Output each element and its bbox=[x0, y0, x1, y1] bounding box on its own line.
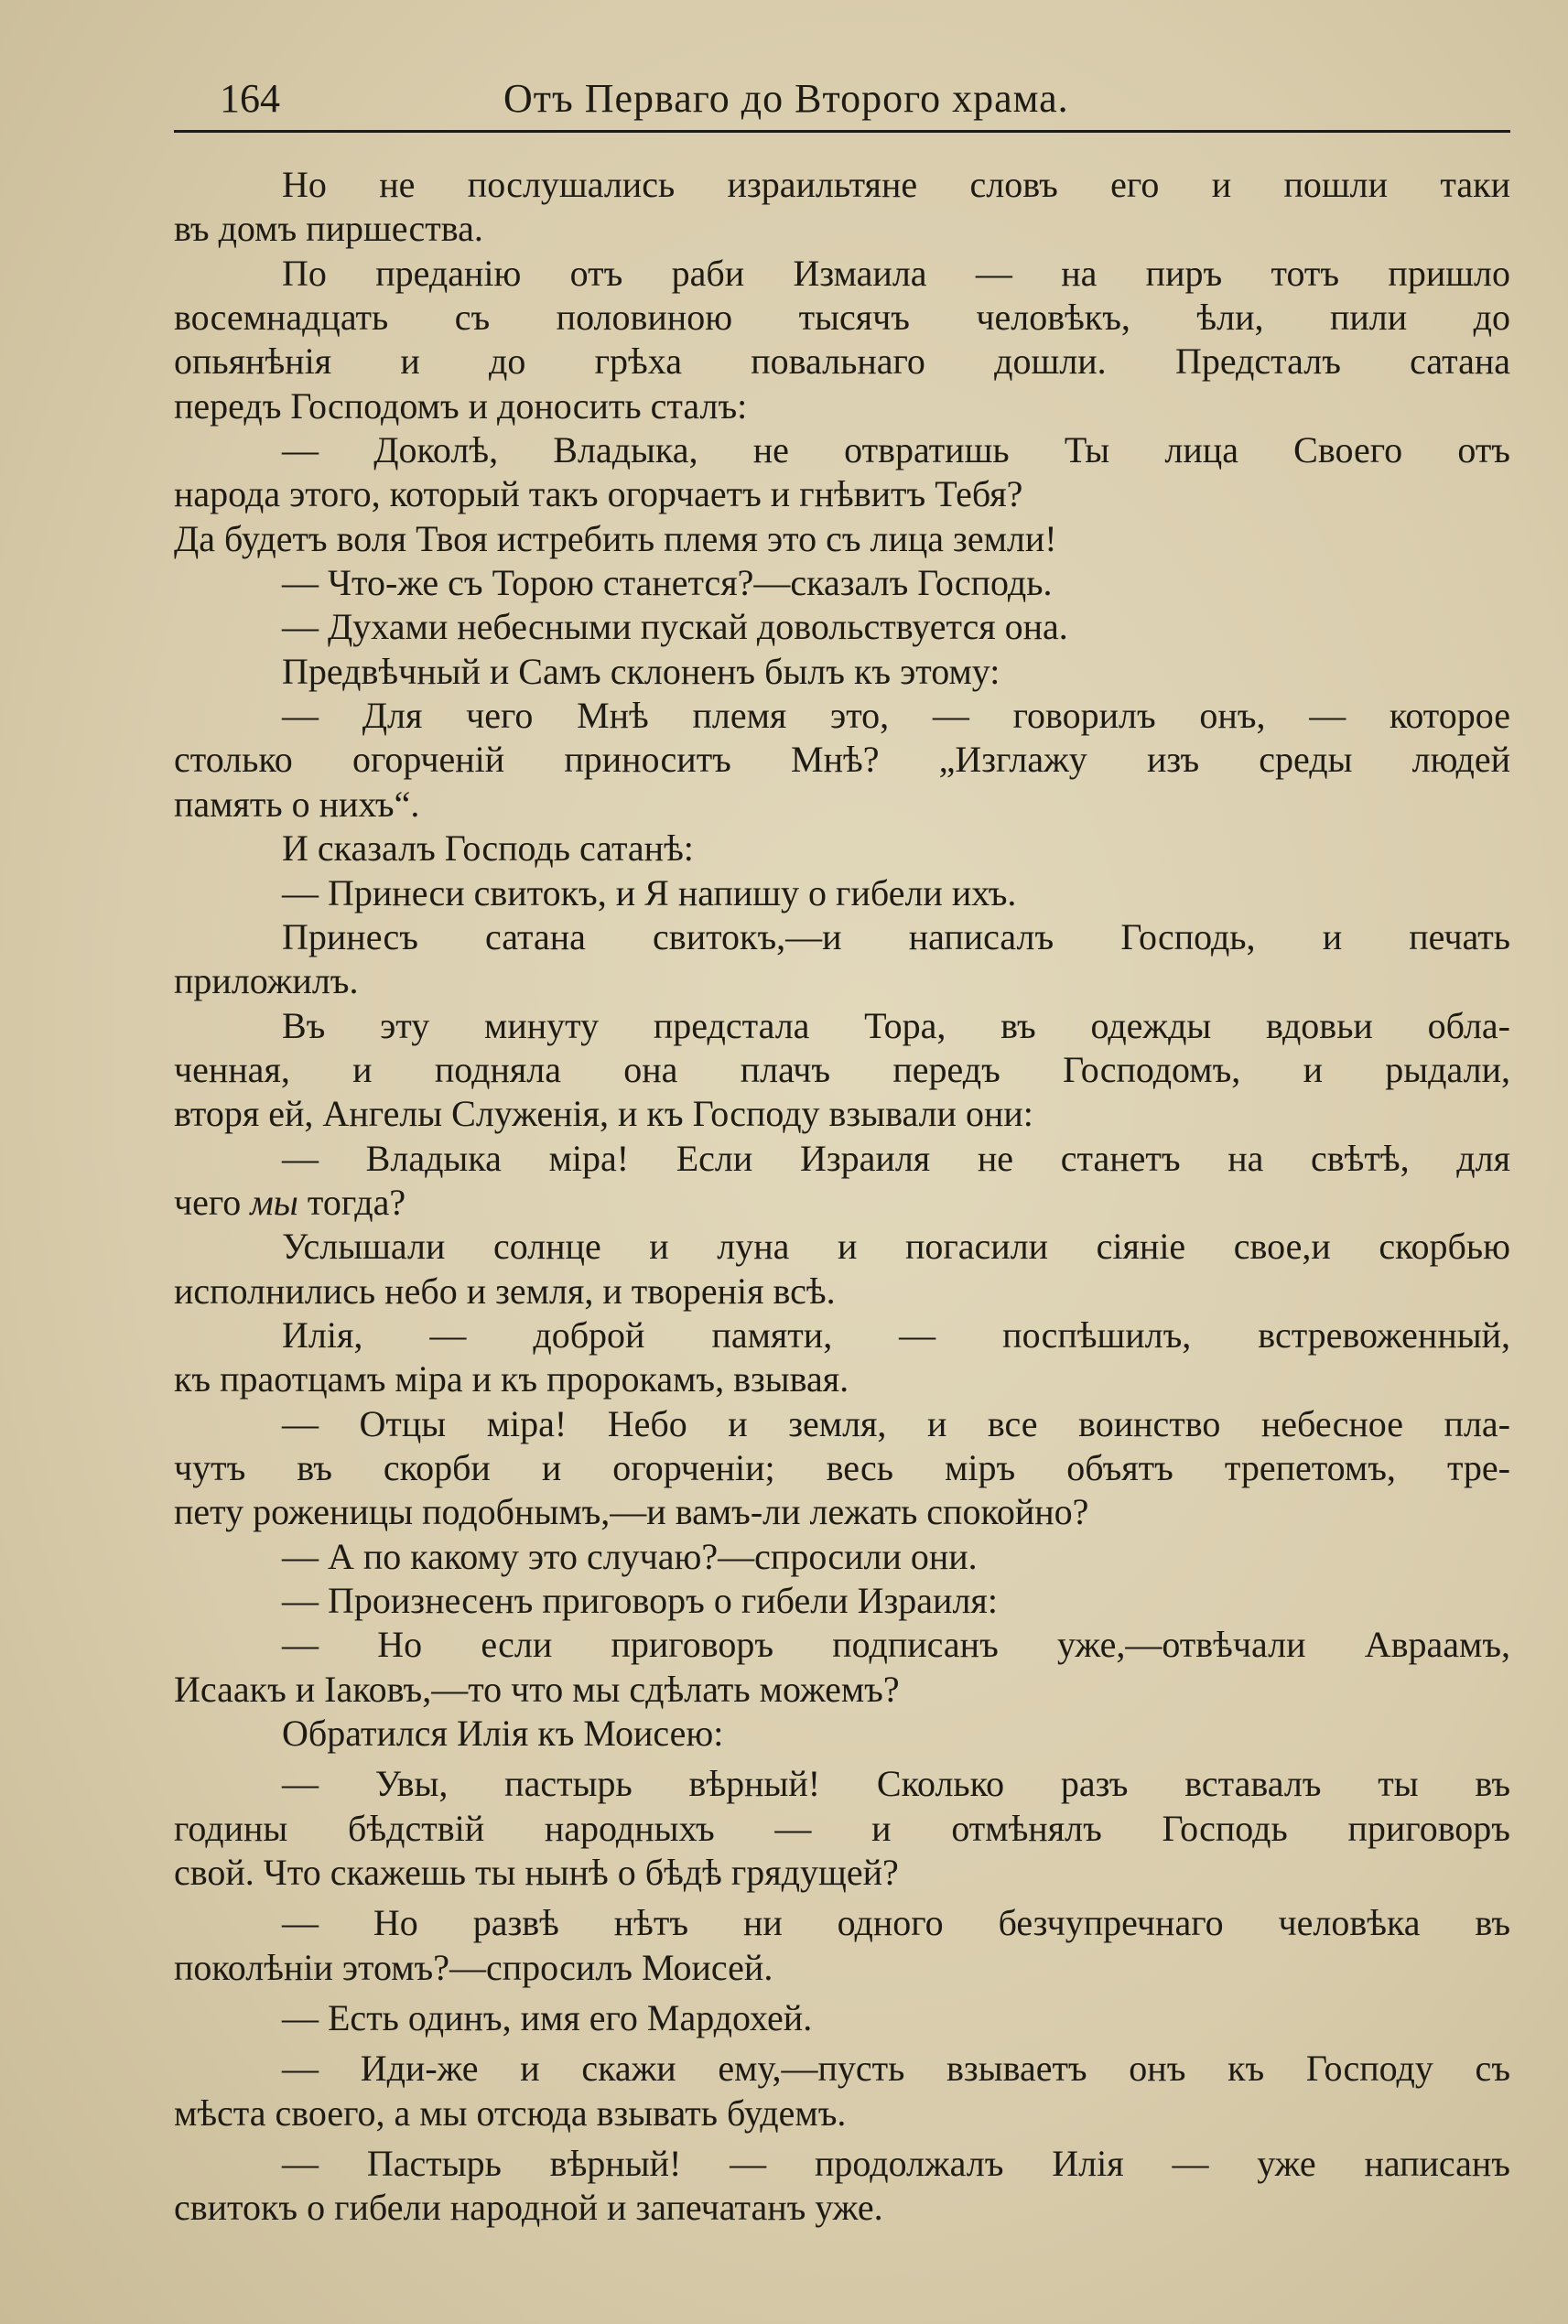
running-title: Отъ Перваго до Второго храма. bbox=[503, 76, 1069, 121]
text-line: — Духами небесными пускай довольствуется она. bbox=[282, 606, 1068, 648]
text-line: — Но если приговоръ подписанъ уже,—отвѣчали Авраамъ, bbox=[282, 1624, 1510, 1666]
text-line: исполнились небо и земля, и творенія всѣ. bbox=[174, 1270, 836, 1312]
text-line: — Что-же съ Торою станется?—сказалъ Господь. bbox=[282, 562, 1053, 604]
text-line: къ праотцамъ міра и къ пророкамъ, взывая. bbox=[174, 1358, 849, 1400]
text-line: передъ Господомъ и доносить сталъ: bbox=[174, 384, 748, 427]
text-line: вторя ей, Ангелы Служенія, и къ Господу взывали они: bbox=[174, 1093, 1033, 1135]
text-line: Илія, — доброй памяти, — поспѣшилъ, встревоженный, bbox=[282, 1313, 1510, 1356]
text-line: Исаакъ и Іаковъ,—то что мы сдѣлать можемъ? bbox=[174, 1668, 900, 1710]
text-line: опьянѣнія и до грѣха повальнаго дошли. Предсталъ сатана bbox=[174, 340, 1510, 383]
text-line: — Пастырь вѣрный! — продолжалъ Илія — уже написанъ bbox=[282, 2143, 1510, 2185]
text-line: Да будетъ воля Твоя истребить племя это съ лица земли! bbox=[174, 517, 1057, 559]
text-line: — Доколѣ, Владыка, не отвратишь Ты лица Своего отъ bbox=[282, 429, 1510, 471]
header-rule bbox=[174, 130, 1510, 133]
text-line: въ домъ пиршества. bbox=[174, 208, 483, 250]
text-line: Обратился Илія къ Моисею: bbox=[282, 1713, 724, 1755]
text-line: мѣста своего, а мы отсюда взывать будемъ. bbox=[174, 2092, 847, 2134]
text-line: — Иди-же и скажи ему,—пусть взываетъ онъ къ Господу съ bbox=[282, 2048, 1510, 2090]
text-line bbox=[174, 1181, 1510, 1225]
text-line: приложилъ. bbox=[174, 960, 359, 1002]
text-line: поколѣніи этомъ?—спросилъ Моисей. bbox=[174, 1946, 773, 1988]
text-line: — А по какому это случаю?—спросили они. bbox=[282, 1535, 978, 1577]
text-line: восемнадцать съ половиною тысячъ человѣкъ, ѣли, пили до bbox=[174, 297, 1510, 339]
page-header bbox=[174, 71, 1510, 130]
text-line: — Принеси свитокъ, и Я напишу о гибели ихъ. bbox=[282, 871, 1017, 913]
text-line: ченная, и подняла она плачъ передъ Господомъ, и рыдали, bbox=[174, 1048, 1510, 1090]
text-line: Принесъ сатана свитокъ,—и написалъ Господь, и печать bbox=[282, 915, 1510, 957]
text-line: — Есть одинъ, имя его Мардохей. bbox=[282, 1997, 813, 2039]
text-line: пету роженицы подобнымъ,—и вамъ-ли лежать спокойно? bbox=[174, 1491, 1089, 1533]
text-line: — Увы, пастырь вѣрный! Сколько разъ вставалъ ты въ bbox=[282, 1763, 1510, 1805]
text-line: — Владыка міра! Если Израиля не станетъ на свѣтѣ, для bbox=[282, 1137, 1510, 1179]
text-line: Въ эту минуту предстала Тора, въ одежды вдовьи обла- bbox=[282, 1004, 1510, 1046]
text-line: Услышали солнце и луна и погасили сіяніе свое,и скорбью bbox=[282, 1226, 1510, 1268]
text-line: свитокъ о гибели народной и запечатанъ уже. bbox=[174, 2187, 883, 2229]
text-line: память о нихъ“. bbox=[174, 783, 420, 825]
text-line: народа этого, который такъ огорчаетъ и гнѣвитъ Тебя? bbox=[174, 473, 1023, 515]
text-line: — Произнесенъ приговоръ о гибели Израиля: bbox=[282, 1580, 998, 1621]
text-line: И сказалъ Господь сатанѣ: bbox=[282, 827, 694, 870]
text-line: чутъ въ скорби и огорченіи; весь міръ объятъ трепетомъ, тре- bbox=[174, 1446, 1510, 1488]
text-line: столько огорченій приноситъ Мнѣ? „Изглажу изъ среды людей bbox=[174, 739, 1510, 781]
page-body bbox=[174, 163, 1510, 2231]
italic-word: мы bbox=[250, 1181, 298, 1223]
page-number: 164 bbox=[220, 76, 280, 121]
text-line: Предвѣчный и Самъ склоненъ былъ къ этому: bbox=[282, 650, 1000, 692]
text-line: — Для чего Мнѣ племя это, — говорилъ онъ, — которое bbox=[282, 695, 1510, 737]
text-line: — Но развѣ нѣтъ ни одного безчупречнаго человѣка въ bbox=[282, 1902, 1510, 1944]
text-line: годины бѣдствій народныхъ — и отмѣнялъ Господь приговоръ bbox=[174, 1807, 1510, 1849]
line-fragment: чего bbox=[174, 1181, 242, 1223]
text-line: Но не послушались израильтяне словъ его и пошли таки bbox=[282, 164, 1510, 205]
text-line: свой. Что скажешь ты нынѣ о бѣдѣ грядущей? bbox=[174, 1852, 899, 1894]
line-fragment: тогда? bbox=[307, 1181, 406, 1223]
text-line: По преданію отъ раби Измаила — на пиръ тотъ пришло bbox=[282, 252, 1510, 294]
text-line: — Отцы міра! Небо и земля, и все воинство небесное пла- bbox=[282, 1402, 1510, 1444]
